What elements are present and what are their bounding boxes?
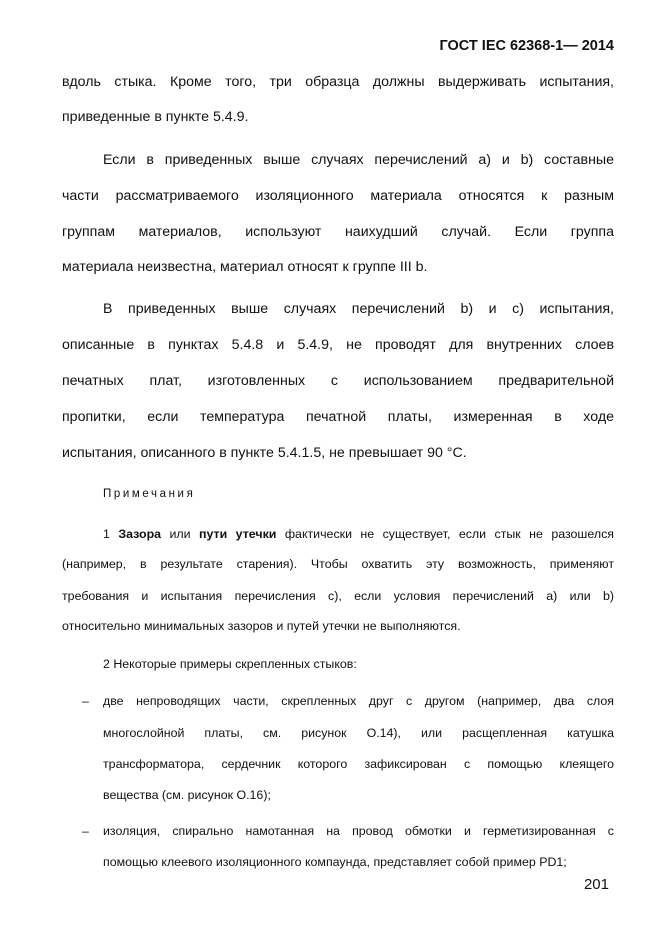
note-text: или (169, 527, 191, 541)
note-line (62, 527, 614, 541)
text-line: вдоль стыка. Кроме того, три образца должны выдерживать испытания, (62, 74, 614, 90)
list-line: помощью клеевого изоляционного компаунда, представляет собой пример PD1; (103, 855, 567, 869)
document-code-header: ГОСТ IEC 62368-1— 2014 (439, 38, 614, 54)
text-line: Если в приведенных выше случаях перечислений а) и b) составные (103, 152, 614, 168)
text-line: части рассматриваемого изоляционного материала относятся к разным (62, 188, 614, 204)
text-line: группам материалов, используют наихудший случай. Если группа (62, 224, 614, 240)
list-line: изоляция, спирально намотанная на провод обмотки и герметизированная с (103, 824, 614, 838)
text-line: описанные в пунктах 5.4.8 и 5.4.9, не проводят для внутренних слоев (62, 337, 614, 353)
dash-bullet: – (82, 824, 89, 838)
dash-bullet: – (82, 694, 89, 708)
note-number: 1 (103, 527, 110, 541)
list-line: вещества (см. рисунок О.16); (103, 788, 271, 802)
list-line: две непроводящих части, скрепленных друг с другом (например, два слоя (103, 694, 614, 708)
text-line: приведенные в пункте 5.4.9. (62, 109, 249, 125)
text-line: печатных плат, изготовленных с использованием предварительной (62, 373, 614, 389)
page-number: 201 (583, 876, 609, 893)
text-line: В приведенных выше случаях перечислений b) и с) испытания, (103, 301, 614, 317)
text-line: материала неизвестна, материал относят к группе III b. (62, 259, 428, 275)
note-line: относительно минимальных зазоров и путей утечки не выполняются. (62, 619, 461, 633)
note-line: требования и испытания перечисления с), если условия перечислений а) или b) (62, 589, 614, 603)
notes-title: Примечания (103, 488, 196, 500)
text-line: пропитки, если температура печатной платы, измеренная в ходе (62, 409, 614, 425)
note-text: фактически не существует, если стык не разошелся (284, 527, 614, 541)
list-line: трансформатора, сердечник которого зафиксирован с помощью клеящего (103, 757, 614, 771)
text-line: испытания, описанного в пункте 5.4.1.5, не превышает 90 °C. (62, 445, 467, 461)
note-line: 2 Некоторые примеры скрепленных стыков: (103, 657, 357, 671)
term-clearance: Зазора (118, 527, 162, 541)
term-creepage: пути утечки (199, 527, 277, 541)
list-line: многослойной платы, см. рисунок О.14), или расщепленная катушка (103, 726, 614, 740)
note-line: (например, в результате старения). Чтобы охватить эту возможность, применяют (62, 557, 614, 571)
